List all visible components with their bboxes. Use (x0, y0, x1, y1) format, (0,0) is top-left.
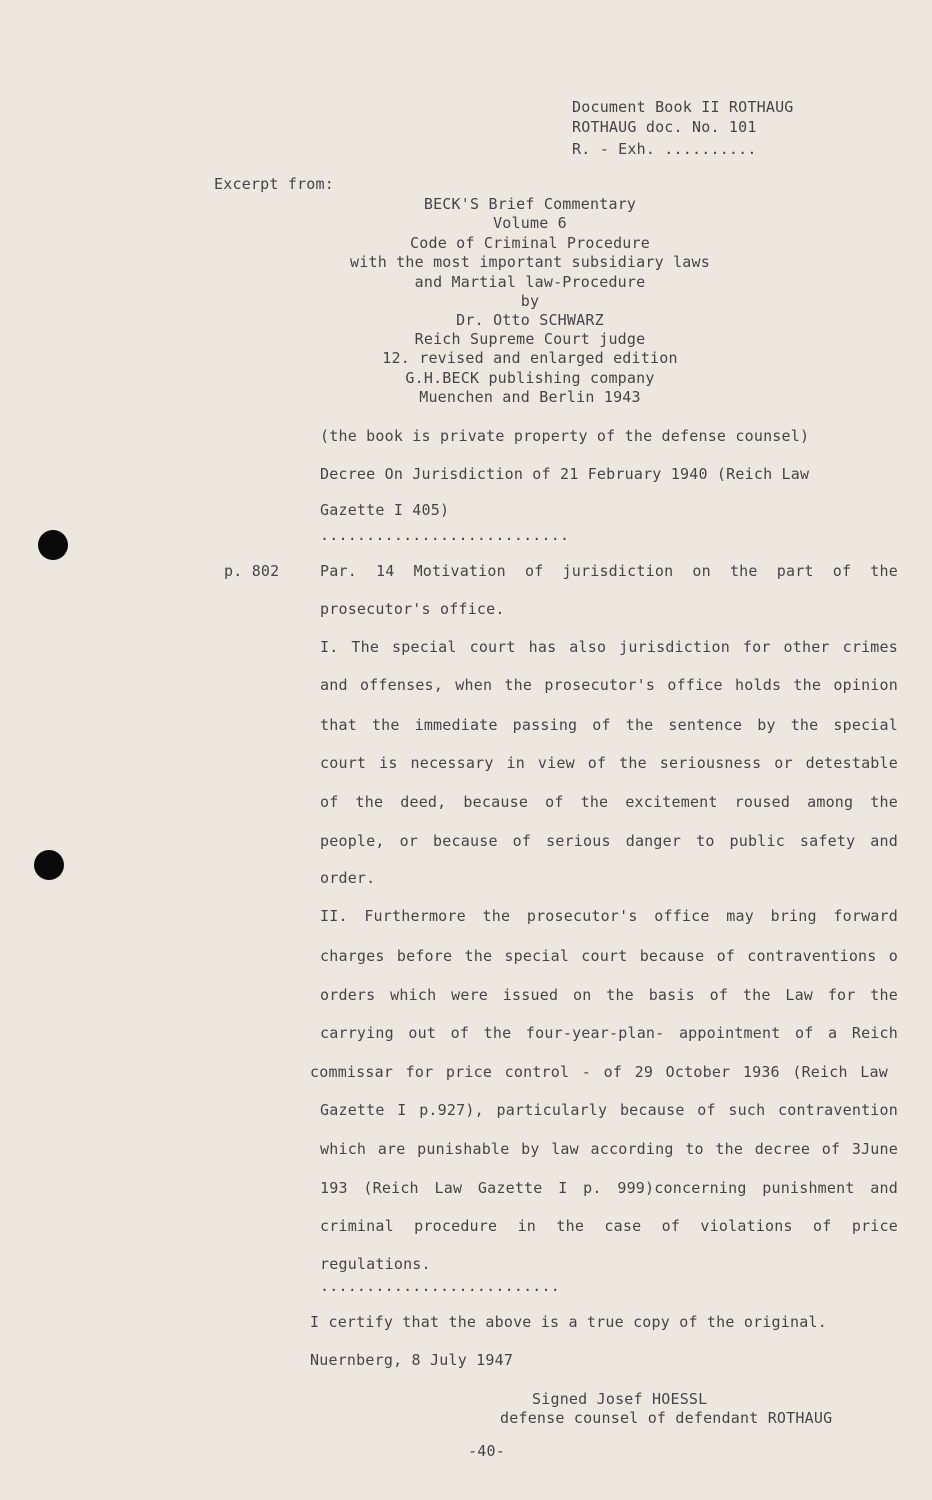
book-author: Dr. Otto SCHWARZ (456, 311, 604, 329)
punch-hole-top (38, 530, 68, 560)
decree-line-2: Gazette I 405) (320, 501, 450, 519)
separator-dots: ........................... (320, 526, 570, 544)
paragraph-ii-line: charges before the special court because of contraventions o (320, 947, 898, 965)
signature-title: defense counsel of defendant ROTHAUG (500, 1409, 833, 1427)
page-number: -40- (468, 1442, 505, 1460)
paragraph-ii-line: carrying out of the four-year-plan- appointment of a Reich (320, 1024, 898, 1042)
ownership-note: (the book is private property of the defense counsel) (320, 427, 810, 445)
book-subtitle: with the most important subsidiary laws (350, 253, 710, 271)
punch-hole-bottom (34, 850, 64, 880)
paragraph-ii-line: 193 (Reich Law Gazette I p. 999)concerning punishment and (320, 1179, 898, 1197)
paragraph-heading-cont: prosecutor's office. (320, 600, 505, 618)
doc-number: ROTHAUG doc. No. 101 (572, 118, 757, 136)
separator-dots: .......................... (320, 1277, 560, 1295)
book-publisher: G.H.BECK publishing company (405, 369, 655, 387)
paragraph-ii-line: which are punishable by law according to the decree of 3June (320, 1140, 898, 1158)
doc-book-label: Document Book II ROTHAUG (572, 98, 794, 116)
decree-line-1: Decree On Jurisdiction of 21 February 1940 (Reich Law (320, 465, 810, 483)
paragraph-i-line: order. (320, 869, 376, 887)
paragraph-ii-line: Gazette I p.927), particularly because of such contravention (320, 1101, 898, 1119)
paragraph-i-line: people, or because of serious danger to public safety and (320, 832, 898, 850)
exhibit-number: R. - Exh. .......... (572, 140, 757, 158)
author-title: Reich Supreme Court judge (414, 330, 646, 348)
paragraph-i-line: that the immediate passing of the sentence by the special (320, 716, 898, 734)
book-title: BECK'S Brief Commentary (423, 195, 637, 213)
book-subject: Code of Criminal Procedure (410, 234, 650, 252)
paragraph-ii-line: regulations. (320, 1255, 431, 1273)
paragraph-i-line: and offenses, when the prosecutor's office holds the opinion (320, 676, 898, 694)
paragraph-heading: Par. 14 Motivation of jurisdiction on the part of the (320, 562, 898, 580)
paragraph-i-line: court is necessary in view of the seriousness or detestable (320, 754, 898, 772)
signature-line: Signed Josef HOESSL (532, 1390, 708, 1408)
paragraph-ii-line: II. Furthermore the prosecutor's office may bring forward (320, 907, 898, 925)
book-by: by (520, 292, 540, 310)
paragraph-i-line: of the deed, because of the excitement roused among the (320, 793, 898, 811)
page-reference: p. 802 (224, 562, 280, 580)
place-date: Nuernberg, 8 July 1947 (310, 1351, 514, 1369)
paragraph-ii-line: orders which were issued on the basis of the Law for the (320, 986, 898, 1004)
book-subtitle-2: and Martial law-Procedure (414, 273, 646, 291)
book-place-year: Muenchen and Berlin 1943 (419, 388, 641, 406)
paragraph-i-line: I. The special court has also jurisdiction for other crimes (320, 638, 898, 656)
paragraph-ii-line: criminal procedure in the case of violations of price (320, 1217, 898, 1235)
paragraph-ii-line: commissar for price control - of 29 October 1936 (Reich Law (310, 1063, 888, 1081)
book-edition: 12. revised and enlarged edition (382, 349, 678, 367)
book-volume: Volume 6 (493, 214, 567, 232)
excerpt-label: Excerpt from: (214, 175, 334, 193)
certification-statement: I certify that the above is a true copy of the original. (310, 1313, 827, 1331)
